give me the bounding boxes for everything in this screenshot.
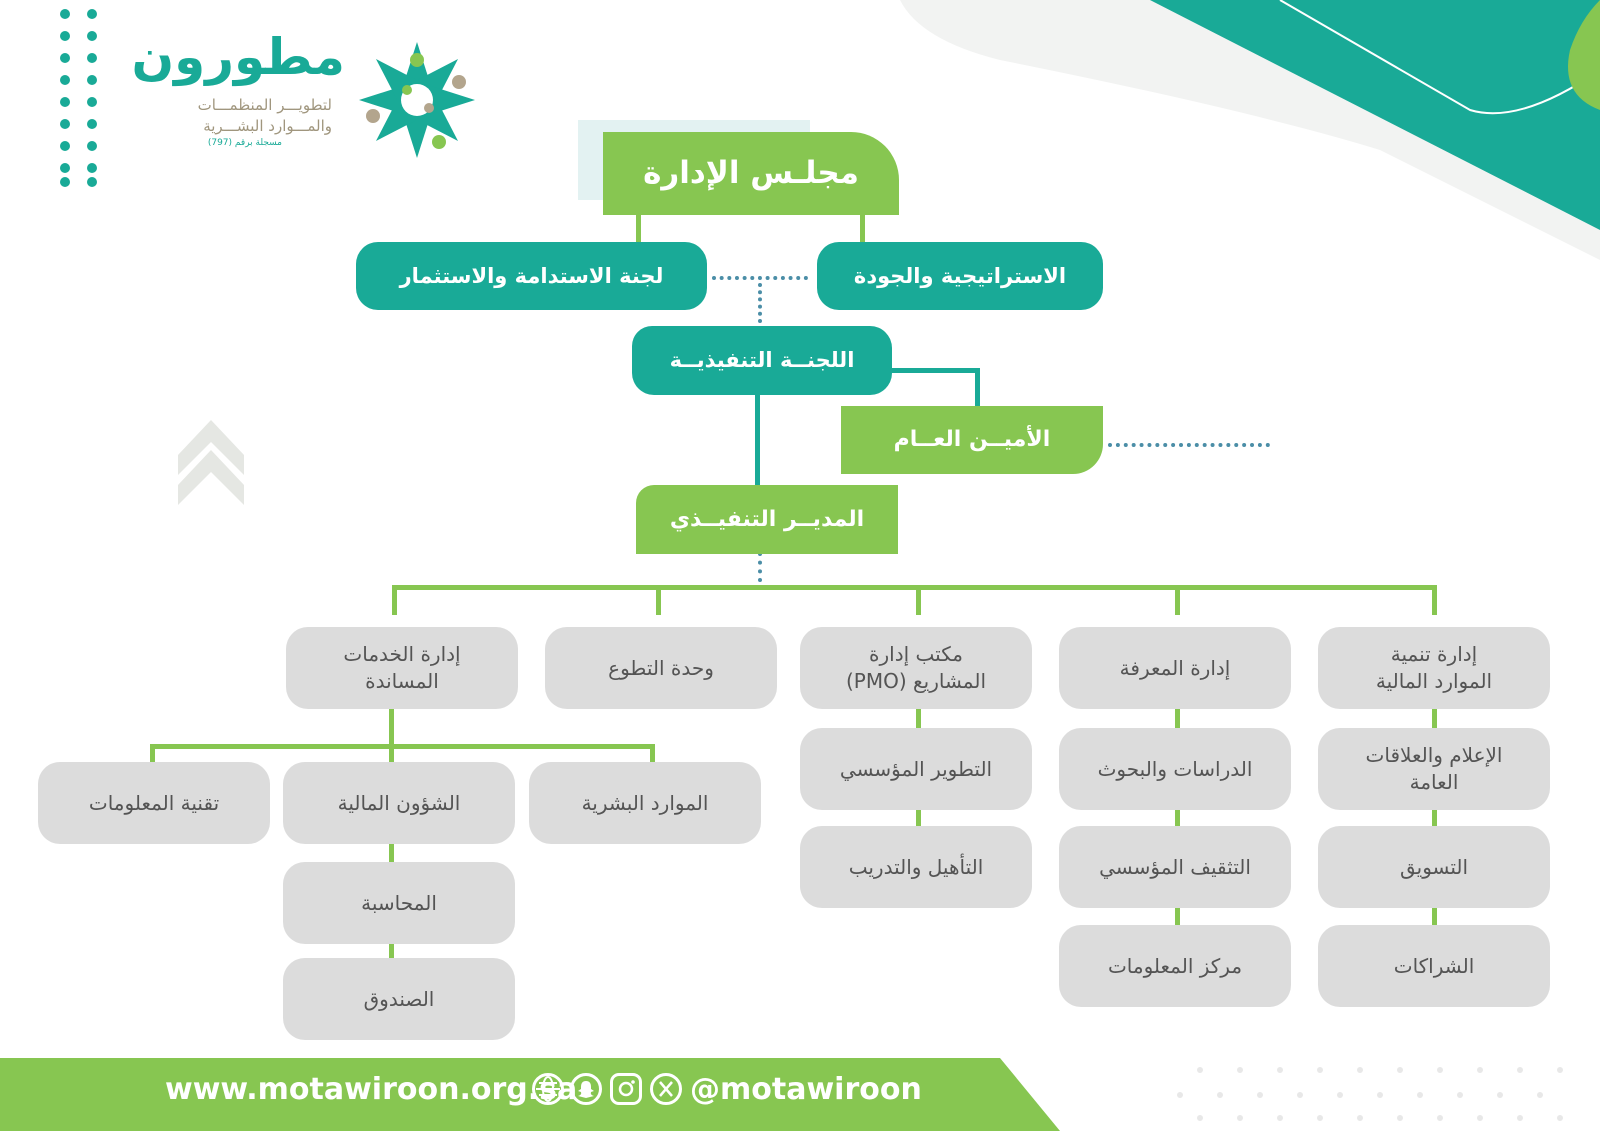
x-icon[interactable] [650, 1073, 682, 1105]
unit-it[interactable] [38, 762, 270, 844]
bus-drop-knowledge [1175, 585, 1180, 615]
unit-qualification-training[interactable] [800, 826, 1032, 908]
left-dots [60, 9, 97, 187]
department-bus [392, 585, 1437, 590]
logo-tagline-2: والمـــوارد البشـــرية [203, 117, 332, 135]
dept-pmo[interactable] [800, 627, 1032, 709]
unit-institutional-education[interactable] [1059, 826, 1291, 908]
executive-director-box[interactable] [636, 485, 898, 554]
executive-committee-label: اللجنــة التنفيذيــة [669, 348, 855, 373]
instagram-icon[interactable] [610, 1073, 642, 1105]
unit-media-relations[interactable] [1318, 728, 1550, 810]
dept-support-services-label: إدارة الخدمات المساندة [343, 642, 461, 693]
dotted-committees-link [712, 276, 808, 280]
connector-board-right [860, 210, 865, 246]
secretary-general-box[interactable] [841, 406, 1103, 474]
unit-institutional-education-label: التثقيف المؤسسي [1099, 854, 1251, 879]
unit-partnerships-label: الشراكات [1393, 953, 1475, 978]
dept-volunteering[interactable] [545, 627, 777, 709]
unit-marketing-label: التسويق [1399, 854, 1469, 879]
unit-fund-label: الصندوق [363, 986, 435, 1011]
unit-hr[interactable] [529, 762, 761, 844]
unit-media-relations-label: الإعلام والعلاقات العامة [1365, 743, 1503, 794]
strategy-committee-label: الاستراتيجية والجودة [853, 263, 1067, 288]
dotted-secretary-extension [1108, 443, 1270, 447]
bus-drop-financial [1432, 585, 1437, 615]
footer-handle[interactable]: @motawiroon [690, 1072, 922, 1107]
sustainability-committee-box[interactable] [356, 242, 707, 310]
dotted-to-executive-committee [758, 283, 762, 323]
sustainability-committee-label: لجنة الاستدامة والاستثمار [399, 263, 664, 288]
chevron-up-icon [178, 420, 244, 505]
connector-support-hr [650, 744, 655, 764]
snapchat-icon[interactable] [570, 1073, 602, 1105]
unit-information-center[interactable] [1059, 925, 1291, 1007]
unit-studies-research-label: الدراسات والبحوث [1097, 756, 1253, 781]
logo-tagline-1: لتطويـــر المنظمـــات [197, 96, 332, 114]
dot-grid-decoration [1177, 1067, 1563, 1121]
board-title: مجلـس الإدارة [643, 154, 859, 191]
bus-drop-volunteer [656, 585, 661, 615]
unit-studies-research[interactable] [1059, 728, 1291, 810]
dept-knowledge[interactable] [1059, 627, 1291, 709]
bus-drop-pmo [916, 585, 921, 615]
connector-secretary-v [975, 368, 980, 408]
footer-website[interactable]: www.motawiroon.org.sa [165, 1072, 578, 1107]
dept-volunteering-label: وحدة التطوع [608, 655, 714, 680]
connector-support-it [150, 744, 155, 764]
dotted-director-down [758, 552, 762, 582]
unit-it-label: تقنية المعلومات [88, 790, 220, 815]
unit-accounting[interactable] [283, 862, 515, 944]
logo-star-icon [355, 38, 480, 163]
teal-stripe [1150, 0, 1600, 230]
unit-finance-label: الشؤون المالية [337, 790, 461, 815]
logo-registration: مسجلة برقم (797) [207, 138, 282, 148]
unit-institutional-development[interactable] [800, 728, 1032, 810]
board-box[interactable] [603, 132, 899, 215]
bus-drop-support [392, 585, 397, 615]
executive-committee-box[interactable] [632, 326, 892, 395]
unit-partnerships[interactable] [1318, 925, 1550, 1007]
dept-financial-resources[interactable] [1318, 627, 1550, 709]
unit-accounting-label: المحاسبة [361, 890, 437, 915]
connector-board-left [636, 210, 641, 246]
connector-support-bus [150, 744, 655, 749]
unit-finance[interactable] [283, 762, 515, 844]
executive-director-label: المديــر التنفيــذي [669, 506, 865, 532]
dept-support-services[interactable] [286, 627, 518, 709]
unit-marketing[interactable] [1318, 826, 1550, 908]
dept-knowledge-label: إدارة المعرفة [1119, 655, 1231, 680]
unit-information-center-label: مركز المعلومات [1107, 953, 1243, 978]
globe-icon[interactable] [532, 1073, 564, 1105]
unit-qualification-training-label: التأهيل والتدريب [848, 854, 984, 879]
unit-fund[interactable] [283, 958, 515, 1040]
logo-name: مطورون [131, 28, 345, 86]
secretary-general-label: الأميــن العــام [893, 427, 1051, 453]
logo [131, 28, 485, 165]
dept-financial-resources-label: إدارة تنمية الموارد المالية [1375, 642, 1493, 693]
unit-institutional-development-label: التطوير المؤسسي [839, 756, 993, 781]
unit-hr-label: الموارد البشرية [581, 790, 709, 815]
dept-pmo-label: مكتب إدارة المشاريع (PMO) [845, 642, 987, 693]
connector-secretary-h [890, 368, 980, 373]
strategy-committee-box[interactable] [817, 242, 1103, 310]
connector-committee-down [755, 392, 760, 487]
